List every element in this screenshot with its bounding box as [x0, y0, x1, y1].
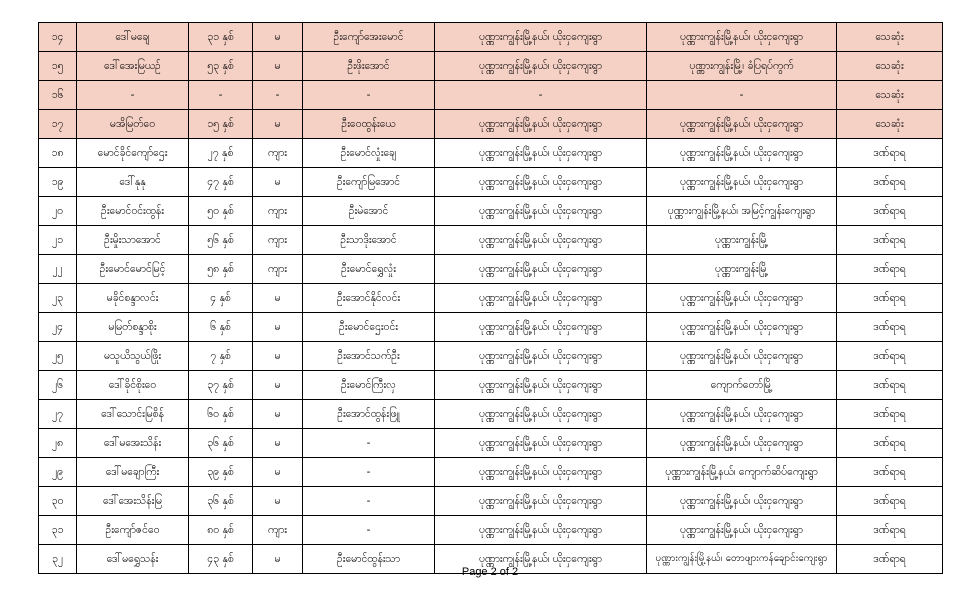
table-row [39, 226, 943, 255]
current-location-cell: ပုဏ္ဏားကျွန်းမြို့နယ်၊ ယိုးငှကျေးရွာ [647, 487, 837, 516]
name-cell: မအိမြတ်ဝေ [77, 110, 189, 139]
row-number-cell: ၂၆ [39, 371, 77, 400]
gender-cell: မ [253, 545, 303, 574]
row-number-cell: ၁၆ [39, 81, 77, 110]
age-cell: ၂၇ နှစ် [189, 139, 253, 168]
gender-cell: ကျား [253, 197, 303, 226]
row-number-cell: ၂၁ [39, 226, 77, 255]
table-row [39, 168, 943, 197]
name-cell: ဦးမှိုးသာအောင် [77, 226, 189, 255]
table-body [39, 23, 943, 574]
father-name-cell: ဦးဖိုးအောင် [303, 52, 435, 81]
father-name-cell: ဦးအောင်နိုင်လင်း [303, 284, 435, 313]
current-location-cell: ပုဏ္ဏားကျွန်းမြို့နယ်၊ အမြင့်ကျွန်းကျေးရွာ [647, 197, 837, 226]
row-number-cell: ၂၈ [39, 429, 77, 458]
table-row [39, 487, 943, 516]
father-name-cell: - [303, 429, 435, 458]
status-cell: ဒဏ်ရာရ [837, 545, 943, 574]
current-location-cell: ပုဏ္ဏားကျွန်းမြို့၊ ခံပြရပ်ကွက် [647, 52, 837, 81]
age-cell: ၃၉ နှစ် [189, 458, 253, 487]
name-cell: ဒေါ်အေးသိန်းမြ [77, 487, 189, 516]
table-row [39, 23, 943, 52]
table-row [39, 110, 943, 139]
address-cell: ပုဏ္ဏားကျွန်းမြို့နယ်၊ ယိုးငှကျေးရွာ [435, 400, 647, 429]
row-number-cell: ၂၀ [39, 197, 77, 226]
status-cell: ဒဏ်ရာရ [837, 284, 943, 313]
address-cell: ပုဏ္ဏားကျွန်းမြို့နယ်၊ ယိုးငှကျေးရွာ [435, 284, 647, 313]
row-number-cell: ၂၅ [39, 342, 77, 371]
current-location-cell: ပုဏ္ဏားကျွန်းမြို့နယ်၊ ယိုးငှကျေးရွာ [647, 23, 837, 52]
status-cell: ဒဏ်ရာရ [837, 313, 943, 342]
address-cell: ပုဏ္ဏားကျွန်းမြို့နယ်၊ ယိုးငှကျေးရွာ [435, 429, 647, 458]
status-cell: ဒဏ်ရာရ [837, 429, 943, 458]
current-location-cell: ပုဏ္ဏားကျွန်းမြို့ [647, 255, 837, 284]
name-cell: မခိုင်စန္ဒာလင်း [77, 284, 189, 313]
address-cell: - [435, 81, 647, 110]
status-cell: ဒဏ်ရာရ [837, 226, 943, 255]
gender-cell: မ [253, 371, 303, 400]
page-number: Page 2 of 2 [461, 566, 519, 578]
address-cell: ပုဏ္ဏားကျွန်းမြို့နယ်၊ ယိုးငှကျေးရွာ [435, 110, 647, 139]
age-cell: ၃၇ နှစ် [189, 371, 253, 400]
name-cell: - [77, 81, 189, 110]
address-cell: ပုဏ္ဏားကျွန်းမြို့နယ်၊ ယိုးငှကျေးရွာ [435, 516, 647, 545]
father-name-cell: ဦးသာဒိုးအောင် [303, 226, 435, 255]
current-location-cell: - [647, 81, 837, 110]
father-name-cell: ဦးမောင်ကြီးလှ [303, 371, 435, 400]
father-name-cell: ဦးအောင်သက်ဦး [303, 342, 435, 371]
age-cell: ၄၇ နှစ် [189, 168, 253, 197]
current-location-cell: ပုဏ္ဏားကျွန်းမြို့ [647, 226, 837, 255]
status-cell: သေဆုံး [837, 110, 943, 139]
age-cell: ၃၆ နှစ် [189, 429, 253, 458]
address-cell: ပုဏ္ဏားကျွန်းမြို့နယ်၊ ယိုးငှကျေးရွာ [435, 255, 647, 284]
row-number-cell: ၂၃ [39, 284, 77, 313]
status-cell: ဒဏ်ရာရ [837, 487, 943, 516]
address-cell: ပုဏ္ဏားကျွန်းမြို့နယ်၊ ယိုးငှကျေးရွာ [435, 52, 647, 81]
name-cell: ဒေါ်ခိုင်စိုးဝေ [77, 371, 189, 400]
address-cell: ပုဏ္ဏားကျွန်းမြို့နယ်၊ ယိုးငှကျေးရွာ [435, 487, 647, 516]
table-row [39, 342, 943, 371]
current-location-cell: ပုဏ္ဏားကျွန်းမြို့နယ်၊ ယိုးငှကျေးရွာ [647, 429, 837, 458]
gender-cell: မ [253, 458, 303, 487]
age-cell: ၄၃ နှစ် [189, 545, 253, 574]
age-cell: ၇ နှစ် [189, 342, 253, 371]
gender-cell: မ [253, 487, 303, 516]
status-cell: ဒဏ်ရာရ [837, 168, 943, 197]
table-row [39, 81, 943, 110]
row-number-cell: ၃၀ [39, 487, 77, 516]
father-name-cell: - [303, 487, 435, 516]
status-cell: သေဆုံး [837, 52, 943, 81]
address-cell: ပုဏ္ဏားကျွန်းမြို့နယ်၊ ယိုးငှကျေးရွာ [435, 313, 647, 342]
age-cell: ၃၁ နှစ် [189, 23, 253, 52]
status-cell: သေဆုံး [837, 23, 943, 52]
name-cell: ဒေါ်နုနု [77, 168, 189, 197]
gender-cell: ကျား [253, 226, 303, 255]
current-location-cell: ပုဏ္ဏားကျွန်းမြို့နယ်၊ ယိုးငှကျေးရွာ [647, 342, 837, 371]
current-location-cell: ပုဏ္ဏားကျွန်းမြို့နယ်၊ ယိုးငှကျေးရွာ [647, 139, 837, 168]
name-cell: ဒေါ်မအေးသိန်း [77, 429, 189, 458]
current-location-cell: ပုဏ္ဏားကျွန်းမြို့နယ်၊ ယိုးငှကျေးရွာ [647, 400, 837, 429]
age-cell: ၅၀ နှစ် [189, 197, 253, 226]
father-name-cell: ဦးဝေထွန်းယေ [303, 110, 435, 139]
address-cell: ပုဏ္ဏားကျွန်းမြို့နယ်၊ ယိုးငှကျေးရွာ [435, 545, 647, 574]
father-name-cell: ဦးမောင်ထွန်းသာ [303, 545, 435, 574]
name-cell: ဒေါ်မချေ [77, 23, 189, 52]
current-location-cell: ပုဏ္ဏားကျွန်းမြို့နယ်၊ ယိုးငှကျေးရွာ [647, 284, 837, 313]
status-cell: ဒဏ်ရာရ [837, 371, 943, 400]
address-cell: ပုဏ္ဏားကျွန်းမြို့နယ်၊ ယိုးငှကျေးရွာ [435, 23, 647, 52]
name-cell: ဒေါ်မရွှေသန်း [77, 545, 189, 574]
father-name-cell: - [303, 458, 435, 487]
status-cell: ဒဏ်ရာရ [837, 255, 943, 284]
father-name-cell: ဦးမောင်ရွှေလှုံး [303, 255, 435, 284]
father-name-cell: ဦးအောင်ထွန်းဖြူ [303, 400, 435, 429]
name-cell: ဦးမောင်မောင်မြင့် [77, 255, 189, 284]
gender-cell: မ [253, 110, 303, 139]
gender-cell: မ [253, 52, 303, 81]
address-cell: ပုဏ္ဏားကျွန်းမြို့နယ်၊ ယိုးငှကျေးရွာ [435, 226, 647, 255]
current-location-cell: ပုဏ္ဏားကျွန်းမြို့နယ်၊ တောဖျားကန်ချောင်းကျေးရွာ [647, 545, 837, 574]
age-cell: ၅၃ နှစ် [189, 52, 253, 81]
age-cell: ၄ နှစ် [189, 284, 253, 313]
table-row [39, 197, 943, 226]
father-name-cell: - [303, 81, 435, 110]
table-row [39, 516, 943, 545]
status-cell: ဒဏ်ရာရ [837, 400, 943, 429]
table-row [39, 255, 943, 284]
table-row [39, 458, 943, 487]
name-cell: မမြတ်စန္ဒာစိုး [77, 313, 189, 342]
father-name-cell: ဦးမဲအောင် [303, 197, 435, 226]
table-row [39, 400, 943, 429]
current-location-cell: ကျောက်တော်မြို့ [647, 371, 837, 400]
age-cell: ၆၀ နှစ် [189, 400, 253, 429]
gender-cell: မ [253, 313, 303, 342]
status-cell: ဒဏ်ရာရ [837, 516, 943, 545]
age-cell: - [189, 81, 253, 110]
address-cell: ပုဏ္ဏားကျွန်းမြို့နယ်၊ ယိုးငှကျေးရွာ [435, 458, 647, 487]
address-cell: ပုဏ္ဏားကျွန်းမြို့နယ်၊ ယိုးငှကျေးရွာ [435, 139, 647, 168]
casualty-table [38, 22, 943, 574]
name-cell: မောင်ခိုင်ကျော်ဌေး [77, 139, 189, 168]
status-cell: ဒဏ်ရာရ [837, 197, 943, 226]
table-row [39, 429, 943, 458]
father-name-cell: ဦးကျော်မြအောင် [303, 168, 435, 197]
table-row [39, 139, 943, 168]
current-location-cell: ပုဏ္ဏားကျွန်းမြို့နယ်၊ ယိုးငှကျေးရွာ [647, 110, 837, 139]
father-name-cell: ဦးမောင်ဌေးဝင်း [303, 313, 435, 342]
age-cell: ၆ နှစ် [189, 313, 253, 342]
gender-cell: မ [253, 284, 303, 313]
gender-cell: မ [253, 168, 303, 197]
row-number-cell: ၂၂ [39, 255, 77, 284]
age-cell: ၅၈ နှစ် [189, 255, 253, 284]
name-cell: ဒေါ်အေးမြယဉ် [77, 52, 189, 81]
table-row [39, 313, 943, 342]
gender-cell: မ [253, 429, 303, 458]
table-row [39, 371, 943, 400]
row-number-cell: ၂၇ [39, 400, 77, 429]
status-cell: ဒဏ်ရာရ [837, 139, 943, 168]
father-name-cell: ဦးကျော်အေးမောင် [303, 23, 435, 52]
table-row [39, 52, 943, 81]
row-number-cell: ၁၇ [39, 110, 77, 139]
table-row [39, 284, 943, 313]
status-cell: ဒဏ်ရာရ [837, 342, 943, 371]
name-cell: ဒေါ်မချောကြီး [77, 458, 189, 487]
row-number-cell: ၁၄ [39, 23, 77, 52]
row-number-cell: ၁၉ [39, 168, 77, 197]
current-location-cell: ပုဏ္ဏားကျွန်းမြို့နယ်၊ ယိုးငှကျေးရွာ [647, 168, 837, 197]
name-cell: ဒေါ်သောင်းမြစိန် [77, 400, 189, 429]
father-name-cell: - [303, 516, 435, 545]
father-name-cell: ဦးမောင်လှုံးချေ [303, 139, 435, 168]
current-location-cell: ပုဏ္ဏားကျွန်းမြို့နယ်၊ ကျောက်ဆိပ်ကျေးရွာ [647, 458, 837, 487]
row-number-cell: ၂၄ [39, 313, 77, 342]
name-cell: ဦးမောင်ဝင်းထွန်း [77, 197, 189, 226]
gender-cell: မ [253, 400, 303, 429]
status-cell: သေဆုံး [837, 81, 943, 110]
gender-cell: - [253, 81, 303, 110]
age-cell: ၃၆ နှစ် [189, 487, 253, 516]
row-number-cell: ၃၂ [39, 545, 77, 574]
status-cell: ဒဏ်ရာရ [837, 458, 943, 487]
row-number-cell: ၂၉ [39, 458, 77, 487]
current-location-cell: ပုဏ္ဏားကျွန်းမြို့နယ်၊ ယိုးငှကျေးရွာ [647, 516, 837, 545]
row-number-cell: ၁၅ [39, 52, 77, 81]
age-cell: ၈၀ နှစ် [189, 516, 253, 545]
address-cell: ပုဏ္ဏားကျွန်းမြို့နယ်၊ ယိုးငှကျေးရွာ [435, 197, 647, 226]
row-number-cell: ၁၈ [39, 139, 77, 168]
gender-cell: မ [253, 342, 303, 371]
gender-cell: ကျား [253, 255, 303, 284]
address-cell: ပုဏ္ဏားကျွန်းမြို့နယ်၊ ယိုးငှကျေးရွာ [435, 342, 647, 371]
address-cell: ပုဏ္ဏားကျွန်းမြို့နယ်၊ ယိုးငှကျေးရွာ [435, 371, 647, 400]
current-location-cell: ပုဏ္ဏားကျွန်းမြို့နယ်၊ ယိုးငှကျေးရွာ [647, 313, 837, 342]
name-cell: ဦးကျော်ဇင်ဝေ [77, 516, 189, 545]
age-cell: ၁၅ နှစ် [189, 110, 253, 139]
row-number-cell: ၃၁ [39, 516, 77, 545]
age-cell: ၅၆ နှစ် [189, 226, 253, 255]
gender-cell: မ [253, 23, 303, 52]
gender-cell: ကျား [253, 139, 303, 168]
address-cell: ပုဏ္ဏားကျွန်းမြို့နယ်၊ ယိုးငှကျေးရွာ [435, 168, 647, 197]
gender-cell: ကျား [253, 516, 303, 545]
name-cell: မသူယိသွယ်ဖြိုး [77, 342, 189, 371]
